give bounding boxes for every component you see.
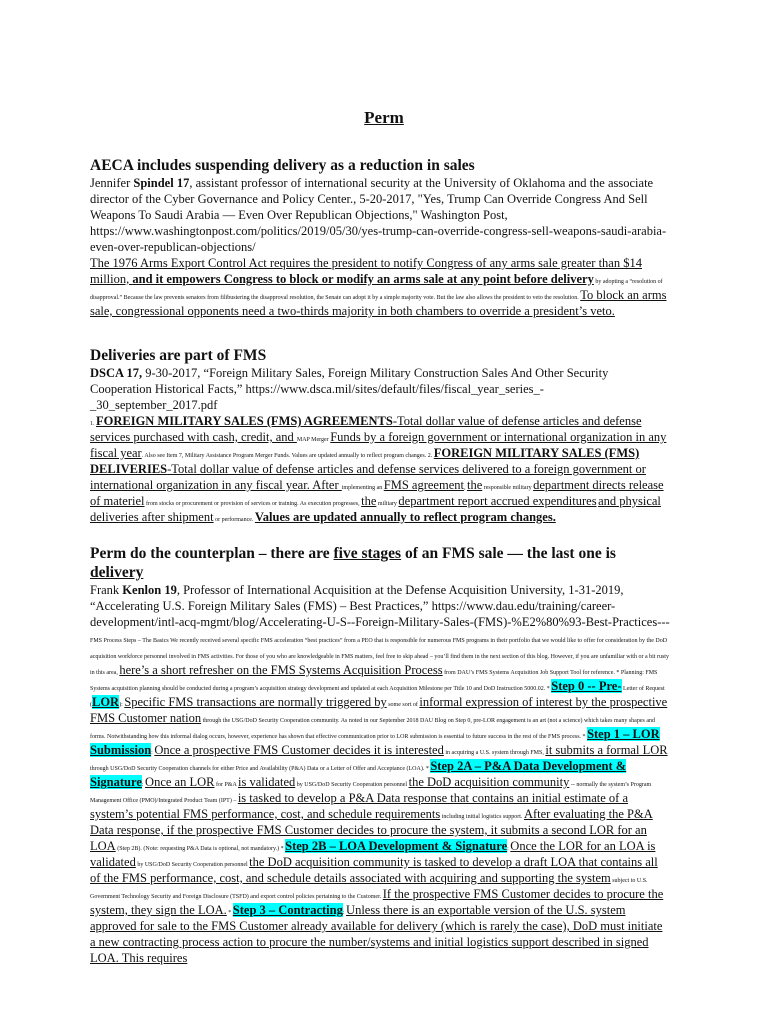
highlighted-step: Step 0 -- Pre-: [551, 679, 622, 693]
card-underlined-text: it submits a formal LOR: [545, 743, 668, 757]
card-underlined-text: -Total dollar value of defense articles and defense services purchased with cash, credit, and: [90, 414, 642, 444]
card-small-text: 1.: [90, 421, 96, 427]
section-aeca: [90, 156, 670, 319]
card-underlined-text: the: [361, 494, 377, 508]
card-small-text: including initial logistics support.: [440, 814, 524, 820]
section-deliveries: [90, 346, 670, 525]
card-small-text: :: [342, 910, 347, 916]
card-underlined-text: To block an arms sale, congressional opponents need a two-thirds majority in both chambers to override a president’s veto.: [90, 288, 667, 318]
card-small-text: :: [151, 750, 155, 756]
card-small-text: ,: [463, 485, 467, 491]
highlighted-step: LOR: [92, 695, 120, 709]
card-small-text: Letter of Request (: [90, 686, 665, 708]
card-small-text: military: [376, 501, 399, 507]
card-underlined-text: is validated: [237, 775, 296, 789]
card-small-text: *: [226, 910, 233, 916]
card-small-text: responsible military: [482, 485, 534, 491]
tag-heading: Deliveries are part of FMS: [90, 347, 267, 364]
cite-author: DSCA 17,: [90, 366, 143, 380]
card-underlined-text: is tasked to develop a P&A Data response that contains an initial estimate of a system’s potential FMS performance, cost, and schedule requirements: [90, 791, 629, 821]
card-underlined-text: Once an LOR: [145, 775, 215, 789]
citation: [90, 365, 670, 413]
card-small-text: MAP Merger: [296, 437, 331, 443]
card-underlined-text: The 1976 Arms Export Control Act requires the president to notify Congress of any arms sale greater than $14 million,: [90, 256, 642, 286]
card-underlined-text: and it empowers Congress to block or modify an arms sale at any point before delivery: [132, 272, 594, 286]
cite-details: , Professor of International Acquisition at the Defense Acquisition University, 1-31-2019, “Accelerating U.S. Foreign Military Sales (FMS) – Best Practices,” https://www.dau.edu/training/career-development/intl-acq-mgmt/blog/Accelerating-U-S--Foreign-Military-Sales-(FMS)-%E2%80%93-Best-Practices---: [90, 583, 670, 629]
cite-details: 9-30-2017, “Foreign Military Sales, Foreign Military Construction Sales And Other Security Cooperation Historical Facts,” https://www.dsca.mil/sites/default/files/fiscal_year_series_-_30_september_2017.pdf: [90, 366, 609, 412]
highlighted-step: Step 1 – LOR Submission: [90, 727, 660, 757]
card-underlined-text: Once the LOR for an LOA is validated: [90, 839, 656, 869]
tag-underlined: delivery: [90, 564, 144, 581]
card-underlined-text: the DoD acquisition community: [408, 775, 570, 789]
card-small-text: by adopting a “resolution of disapproval.” Because the law prevents senators from filibustering the disapproval resolution, the Senate can adopt it by a simple majority vote. But the law also allows the president to veto the resolution.: [90, 279, 663, 301]
card-small-text: :: [507, 846, 511, 852]
card-underlined-text: FOREIGN MILITARY SALES (FMS) AGREEMENTS: [96, 414, 393, 428]
card-underlined-text: department directs release of materiel: [90, 478, 664, 508]
page-title: Perm: [364, 108, 404, 127]
card-small-text: or performance.: [213, 517, 255, 523]
cite-author: Kenlon 19: [122, 583, 177, 597]
tag-part: Perm do the counterplan – there are: [90, 545, 334, 562]
card-small-text: some sort of: [386, 702, 420, 708]
card-small-text: (Step 2B). (Note: requesting P&A Data is optional, not mandatory.) *: [115, 846, 286, 852]
card-underlined-text: -Total dollar value of defense articles and defense services delivered to a foreign government or international organization in any fiscal year. After: [90, 462, 646, 492]
card-underlined-text: Funds by a foreign government or international organization in any fiscal year: [90, 430, 667, 460]
card-underlined-text: the: [466, 478, 483, 492]
card-small-text: through the USG/DoD Security Cooperation community. As noted in our September 2018 DAU Blog on Step 0, pre-LOR engagement is an art (not a science) which takes many shapes and forms. Notwithstanding how this informal dialog occurs, however, experience has shown that effective communication prior to LOR submission is essential to future success in the rest of the FMS process. *: [90, 718, 655, 740]
cite-details: , assistant professor of international security at the University of Oklahoma and the associate director of the Cyber Governance and Policy Center., 5-20-2017, "Yes, Trump Can Override Congress And Sell Weapons To Saudi Arabia — Even Over Republican Objections," Washington Post, https://www.washingtonpost.com/politics/2019/05/30/yes-trump-can-override-congress-sell-weapons-saudi-arabia-even-over-republican-objections/: [90, 176, 667, 254]
card-underlined-text: the DoD acquisition community is tasked to develop a draft LOA that contains all of the FMS performance, cost, and schedule details associated with acquiring and supporting the system: [90, 855, 658, 885]
tag-heading: [90, 544, 670, 582]
card-text: [90, 255, 670, 319]
card-small-text: through USG/DoD Security Cooperation channels for either Price and Availability (P&A) Data or a Letter of Offer and Acceptance (LOA). *: [90, 766, 431, 772]
citation: [90, 582, 670, 630]
card-small-text: . Also see Item 7, Military Assistance Program Merger Funds. Values are updated annually to reflect program changes. 2.: [141, 453, 434, 459]
card-underlined-text: and physical deliveries after shipment: [90, 494, 661, 524]
card-underlined-text: If the prospective FMS Customer decides to procure the system, they sign the LOA.: [90, 887, 664, 917]
card-text: [90, 630, 670, 966]
card-underlined-text: FMS agreement: [383, 478, 464, 492]
citation: [90, 175, 670, 255]
tag-part: of an FMS sale — the last one is: [401, 545, 616, 562]
cite-prefix: Frank: [90, 583, 123, 597]
card-small-text: :: [141, 782, 146, 788]
card-underlined-text: Specific FMS transactions are normally triggered by: [124, 695, 387, 709]
card-text: [90, 413, 670, 525]
card-underlined-text: informal expression of interest by the prospective FMS Customer nation: [90, 695, 668, 725]
card-small-text: from stocks or procurement or provision of services or training. As execution progresses,: [144, 501, 362, 507]
highlighted-step: Step 2B – LOA Development & Signature: [285, 839, 508, 853]
card-small-text: from DAU’s FMS Systems Acquisition Job Support Tool for reference. * Planning: FMS Systems acquisition planning should be conducted during a program’s acquisition strategy development and updated at each Acquisition Milestone per Title 10 and DoD Instruction 5000.02. *: [90, 670, 658, 692]
card-small-text: by USG/DoD Security Cooperation personnel: [135, 862, 250, 868]
card-small-text: ):: [119, 702, 125, 708]
tag-underlined: five stages: [333, 545, 402, 562]
highlighted-step: Step 2A – P&A Data Development & Signature: [90, 759, 627, 789]
card-underlined-text: department report accrued expenditures: [398, 494, 597, 508]
card-small-text: in acquiring a U.S. system through FMS,: [443, 750, 546, 756]
card-small-text: by USG/DoD Security Cooperation personnel: [295, 782, 409, 788]
card-underlined-text: Once a prospective FMS Customer decides it is interested: [154, 743, 444, 757]
card-small-text: subject to U.S. Government Technology Security and Foreign Disclosure (TSFD) and export control policies pertaining to the Customer.: [90, 878, 648, 900]
card-underlined-text: After evaluating the P&A Data response, if the prospective FMS Customer decides to procure the system, it submits a second LOR for an LOA: [90, 807, 653, 853]
card-underlined-text: FOREIGN MILITARY SALES (FMS) DELIVERIES: [90, 446, 640, 476]
card-small-text: -- normally the system’s Program Management Office (PMO)/Integrated Product Team (IPT) –: [90, 782, 652, 804]
section-perm-counterplan: [90, 544, 670, 966]
card-small-text: for P&A: [214, 782, 238, 788]
tag-heading: AECA includes suspending delivery as a reduction in sales: [90, 157, 475, 174]
cite-author: Spindel 17: [133, 176, 190, 190]
card-small-text: implementing an: [341, 485, 384, 491]
cite-prefix: Jennifer: [90, 176, 134, 190]
card-underlined-text: Unless there is an exportable version of the U.S. system approved for sale to the FMS Customer already available for delivery (which is rarely the case), DoD must initiate a new contracting process action to procure the number/systems and initial logistics support described in signed LOA. This requires: [90, 903, 663, 965]
highlighted-step: Step 3 – Contracting: [232, 903, 343, 917]
card-small-text: FMS Process Steps – The Basics We recently received several specific FMS acceleration “best practices” from a PEO that is responsible for numerous FMS programs in their portfolio that we would like to offer for consideration by the DoD acquisition workforce personnel involved in FMS activities. For those of you who are knowledgeable in FMS matters, feel free to skip ahead – you’ll find them in the next section of this blog. However, if you are unfamiliar with or a bit rusty in this area,: [90, 638, 669, 676]
card-underlined-text: Values are updated annually to reflect program changes.: [254, 510, 556, 524]
card-underlined-text: here’s a short refresher on the FMS Systems Acquisition Process: [119, 663, 443, 677]
